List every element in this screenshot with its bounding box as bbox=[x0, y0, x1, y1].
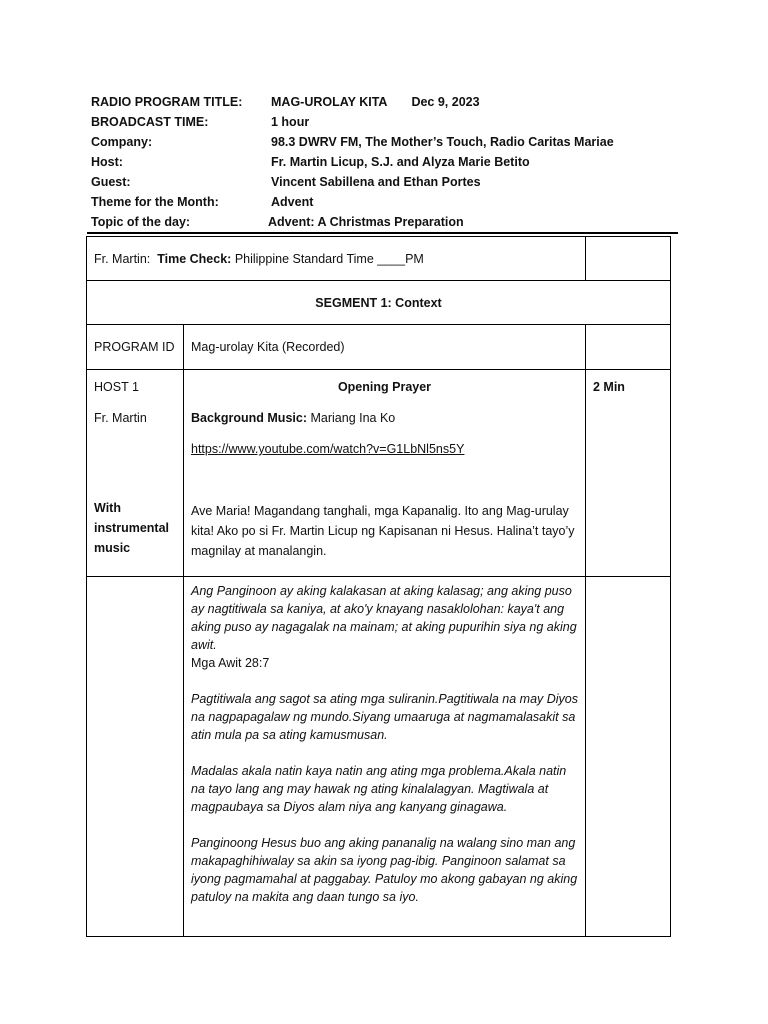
guest-label: Guest: bbox=[91, 175, 131, 189]
background-music bbox=[191, 408, 578, 428]
host-segment-row bbox=[87, 370, 671, 577]
company-value: 98.3 DWRV FM, The Mother’s Touch, Radio Caritas Mariae bbox=[271, 135, 614, 149]
duration-cell bbox=[586, 370, 671, 577]
topic-value: Advent: A Christmas Preparation bbox=[268, 215, 464, 229]
instrumental-note: With instrumental music bbox=[94, 501, 170, 555]
duration-value: 2 Min bbox=[593, 380, 625, 394]
time-check-text: Philippine Standard Time ____PM bbox=[234, 251, 424, 266]
time-check-label: Time Check: bbox=[157, 251, 232, 266]
script-table bbox=[86, 236, 671, 937]
program-header bbox=[91, 92, 691, 232]
program-id-duration-cell bbox=[586, 325, 671, 370]
segment-row bbox=[87, 281, 671, 325]
program-title-row bbox=[91, 92, 691, 112]
program-title-value: MAG-UROLAY KITA bbox=[271, 95, 388, 109]
host-cell bbox=[87, 370, 184, 577]
theme-value: Advent bbox=[271, 195, 314, 209]
scripture-verse: Ang Panginoon ay aking kalakasan at aking kalasag; ang aking puso ay nagtitiwala sa kaniya, at ako'y knayang nasaklolohan: kaya't ang aking puso ay nagagalak na mainam; at aking pupurihin siya ng aking awit. bbox=[191, 584, 577, 652]
host-name: Fr. Martin bbox=[94, 411, 147, 425]
scripture-citation: Mga Awit 28:7 bbox=[191, 656, 270, 670]
theme-label: Theme for the Month: bbox=[91, 195, 219, 209]
opening-prayer-title: Opening Prayer bbox=[337, 380, 432, 394]
company-row bbox=[91, 132, 691, 152]
background-music-label: Background Music: bbox=[191, 411, 307, 425]
host-row bbox=[91, 152, 691, 172]
program-id-value: Mag-urolay Kita (Recorded) bbox=[184, 325, 586, 370]
host-label: Host: bbox=[91, 155, 123, 169]
reflection-paragraph-1: Pagtitiwala ang sagot sa ating mga suliranin.Pagtitiwala na may Diyos na nagpapagalaw ng mundo.Siyang umaaruga at nagmamalasakit sa atin mula pa sa ating kamusmusan. bbox=[191, 692, 579, 742]
host-intro-text: Ave Maria! Magandang tanghali, mga Kapanalig. Ito ang Mag-urulay kita! Ako po si Fr. Martin Licup ng Kapisanan ni Hesus. Halina’t tayo’y magnilay at manalangin. bbox=[191, 504, 575, 558]
program-date: Dec 9, 2023 bbox=[411, 95, 480, 109]
segment-title: SEGMENT 1: Context bbox=[87, 281, 671, 325]
program-id-row bbox=[87, 325, 671, 370]
header-divider bbox=[87, 232, 678, 234]
program-title-label: RADIO PROGRAM TITLE: bbox=[91, 95, 243, 109]
broadcast-time-label: BROADCAST TIME: bbox=[91, 115, 209, 129]
reading-left-cell bbox=[87, 577, 184, 937]
opening-prayer-cell bbox=[184, 370, 586, 577]
reflection-paragraph-2: Madalas akala natin kaya natin ang ating mga problema.Akala natin na tayo lang ang may hawak ng ating kinalalagyan. Magtiwala at magpaubaya sa Diyos alam niya ang kanyang ginagawa. bbox=[191, 764, 567, 814]
reading-cell bbox=[184, 577, 586, 937]
time-check-speaker: Fr. Martin: bbox=[94, 251, 151, 266]
topic-label: Topic of the day: bbox=[91, 215, 191, 229]
background-music-value: Mariang Ina Ko bbox=[310, 411, 396, 425]
guest-row bbox=[91, 172, 691, 192]
company-label: Company: bbox=[91, 135, 153, 149]
topic-row bbox=[91, 212, 691, 232]
program-id-label: PROGRAM ID bbox=[87, 325, 184, 370]
broadcast-time-row bbox=[91, 112, 691, 132]
reading-duration-cell bbox=[586, 577, 671, 937]
host-value: Fr. Martin Licup, S.J. and Alyza Marie Betito bbox=[271, 155, 530, 169]
reflection-paragraph-3: Panginoong Hesus buo ang aking pananalig na walang sino man ang makapaghihiwalay sa akin sa iyong pag-ibig. Panginoon salamat sa iyong pagmamahal at paggabay. Patuloy mo akong gabayan ng aking patuloy na makita ang daan tungo sa iyo. bbox=[191, 836, 578, 904]
guest-value: Vincent Sabillena and Ethan Portes bbox=[271, 175, 481, 189]
host-role: HOST 1 bbox=[94, 380, 139, 394]
time-check-row bbox=[87, 237, 671, 281]
reading-row bbox=[87, 577, 671, 937]
broadcast-time-value: 1 hour bbox=[271, 115, 310, 129]
time-check-cell bbox=[87, 237, 586, 281]
time-check-duration-cell bbox=[586, 237, 671, 281]
theme-row bbox=[91, 192, 691, 212]
youtube-link[interactable]: https://www.youtube.com/watch?v=G1LbNl5ns5Y bbox=[191, 442, 465, 456]
